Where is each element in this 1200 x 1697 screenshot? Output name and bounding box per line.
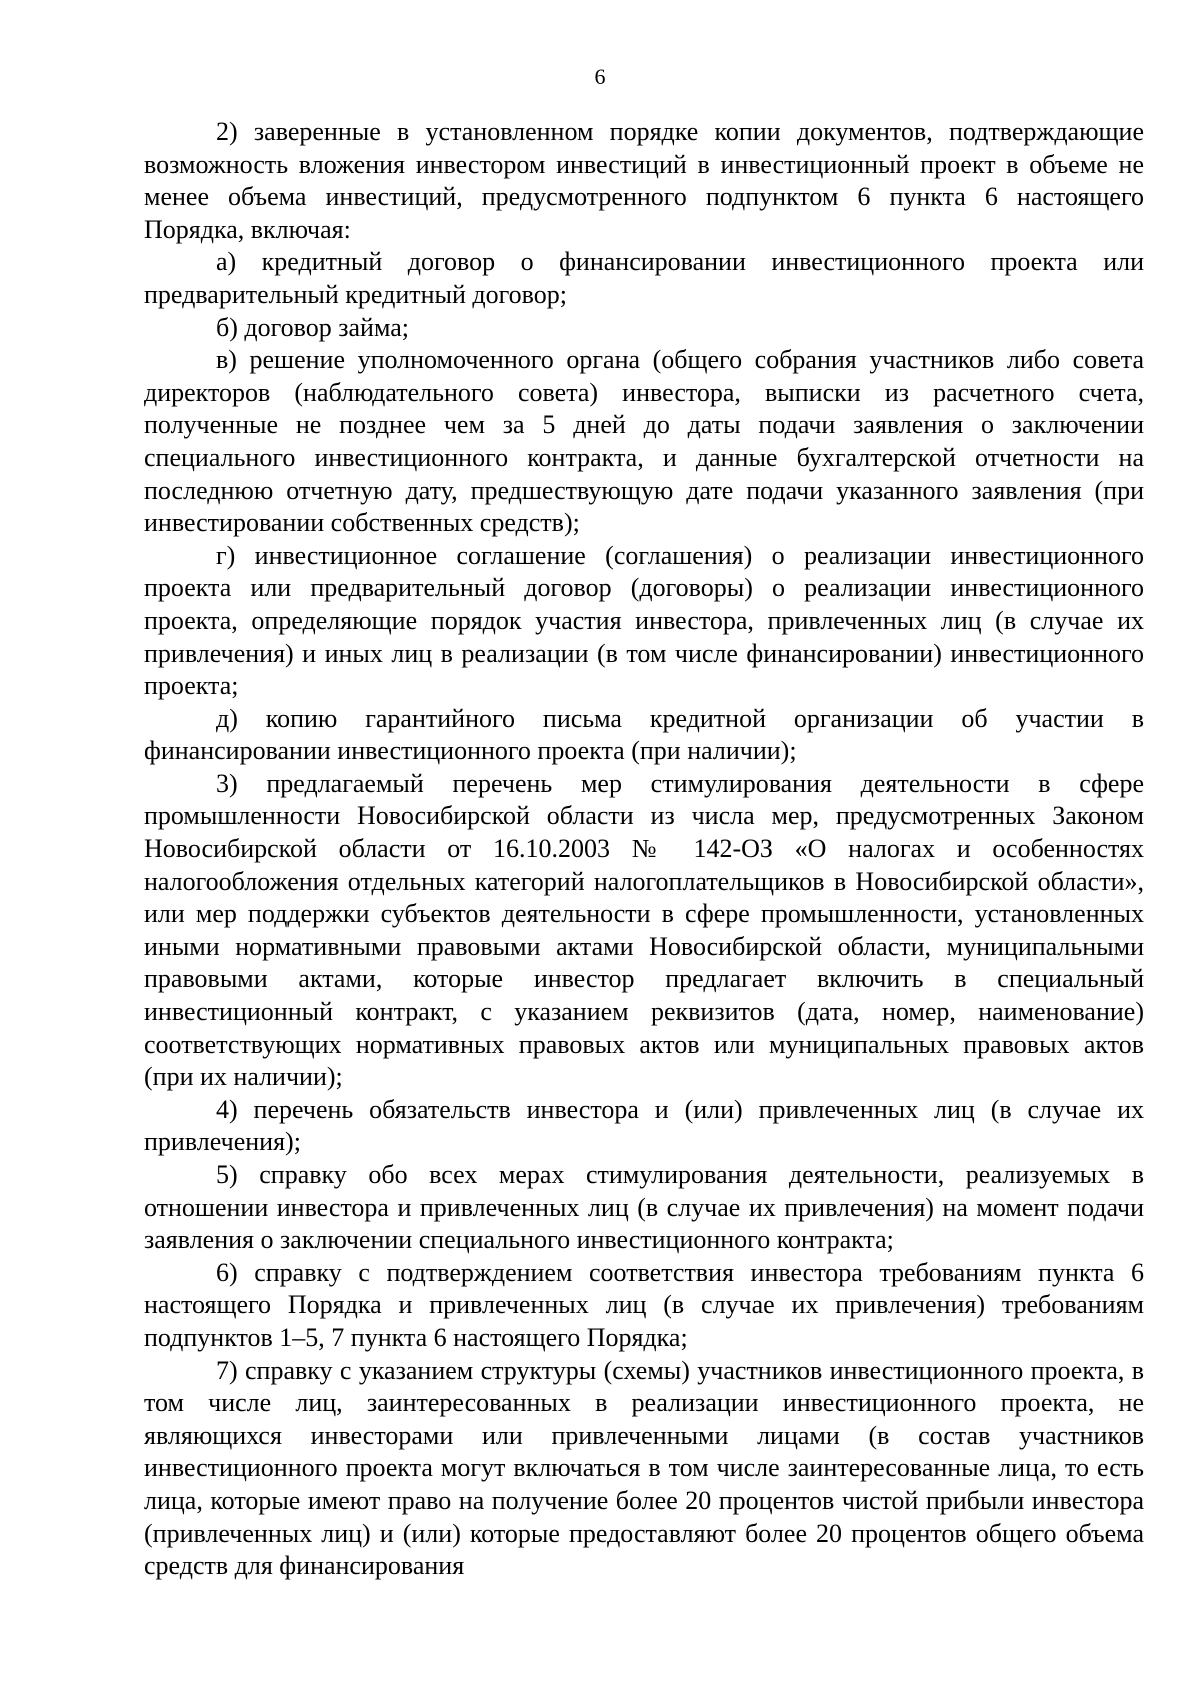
paragraph-subitem-b: б) договор займа; (216, 312, 409, 342)
paragraph-subitem-v: в) решение уполномоченного органа (общего собрания участников либо совета директоров (наблюдательного совета) инвестора, выписки из расчетного счета, полученные не позднее чем за 5 дней до даты подачи заявления о заключении специального инвестиционного контракта, и данные бухгалтерской отчетности на последнюю отчетную дату, предшествующую дате подачи указанного заявления (при инвестировании собственных средств); (144, 345, 1144, 538)
paragraph-subitem-a: а) кредитный договор о финансировании инвестиционного проекта или предварительный кредитный договор; (144, 247, 1144, 309)
paragraph-subitem-g: г) инвестиционное соглашение (соглашения) о реализации инвестиционного проекта или предварительный договор (договоры) о реализации инвестиционного проекта, определяющие порядок участия инвестора, привлеченных лиц (в случае их привлечения) и иных лиц в реализации (в том числе финансировании) инвестиционного проекта; (144, 540, 1144, 701)
paragraph-item-7: 7) справку с указанием структуры (схемы) участников инвестиционного проекта, в том числе лиц, заинтересованных в реализации инвестиционного проекта, не являющихся инвесторами или привлеченными лицами (в состав участников инвестиционного проекта могут включаться в том числе заинтересованные лица, то есть лица, которые имеют право на получение более 20 процентов чистой прибыли инвестора (привлеченных лиц) и (или) которые предоставляют более 20 процентов общего объема средств для финансирования (144, 1355, 1144, 1581)
paragraph-item-5: 5) справку обо всех мерах стимулирования деятельности, реализуемых в отношении инвестора и привлеченных лиц (в случае их привлечения) на момент подачи заявления о заключении специального инвестиционного контракта; (144, 1160, 1144, 1255)
document-body (144, 116, 1144, 1583)
paragraph-item-4: 4) перечень обязательств инвестора и (или) привлеченных лиц (в случае их привлечения); (144, 1094, 1144, 1157)
page-number: 6 (594, 64, 606, 89)
paragraph-item-3: 3) предлагаемый перечень мер стимулирования деятельности в сфере промышленности Новосибирской области из числа мер, предусмотренных Законом Новосибирской области от 16.10.2003 № 142-ОЗ «О налогах и особенностях налогообложения отдельных категорий налогоплательщиков в Новосибирской области», или мер поддержки субъектов деятельности в сфере промышленности, установленных иными нормативными правовыми актами Новосибирской области, муниципальными правовыми актами, которые инвестор предлагает включить в специальный инвестиционный контракт, с указанием реквизитов (дата, номер, наименование) соответствующих нормативных правовых актов или муниципальных правовых актов (при их наличии); (144, 768, 1144, 1092)
paragraph-subitem-d: д) копию гарантийного письма кредитной организации об участии в финансировании инвестиционного проекта (при наличии); (144, 703, 1144, 766)
paragraph-item-2: 2) заверенные в установленном порядке копии документов, подтверждающие возможность вложения инвестором инвестиций в инвестиционный проект в объеме не менее объема инвестиций, предусмотренного подпунктом 6 пункта 6 настоящего Порядка, включая: (144, 117, 1144, 244)
paragraph-item-6: 6) справку с подтверждением соответствия инвестора требованиям пункта 6 настоящего Порядка и привлеченных лиц (в случае их привлечения) требованиям подпунктов 1–5, 7 пункта 6 настоящего Порядка; (144, 1257, 1144, 1352)
